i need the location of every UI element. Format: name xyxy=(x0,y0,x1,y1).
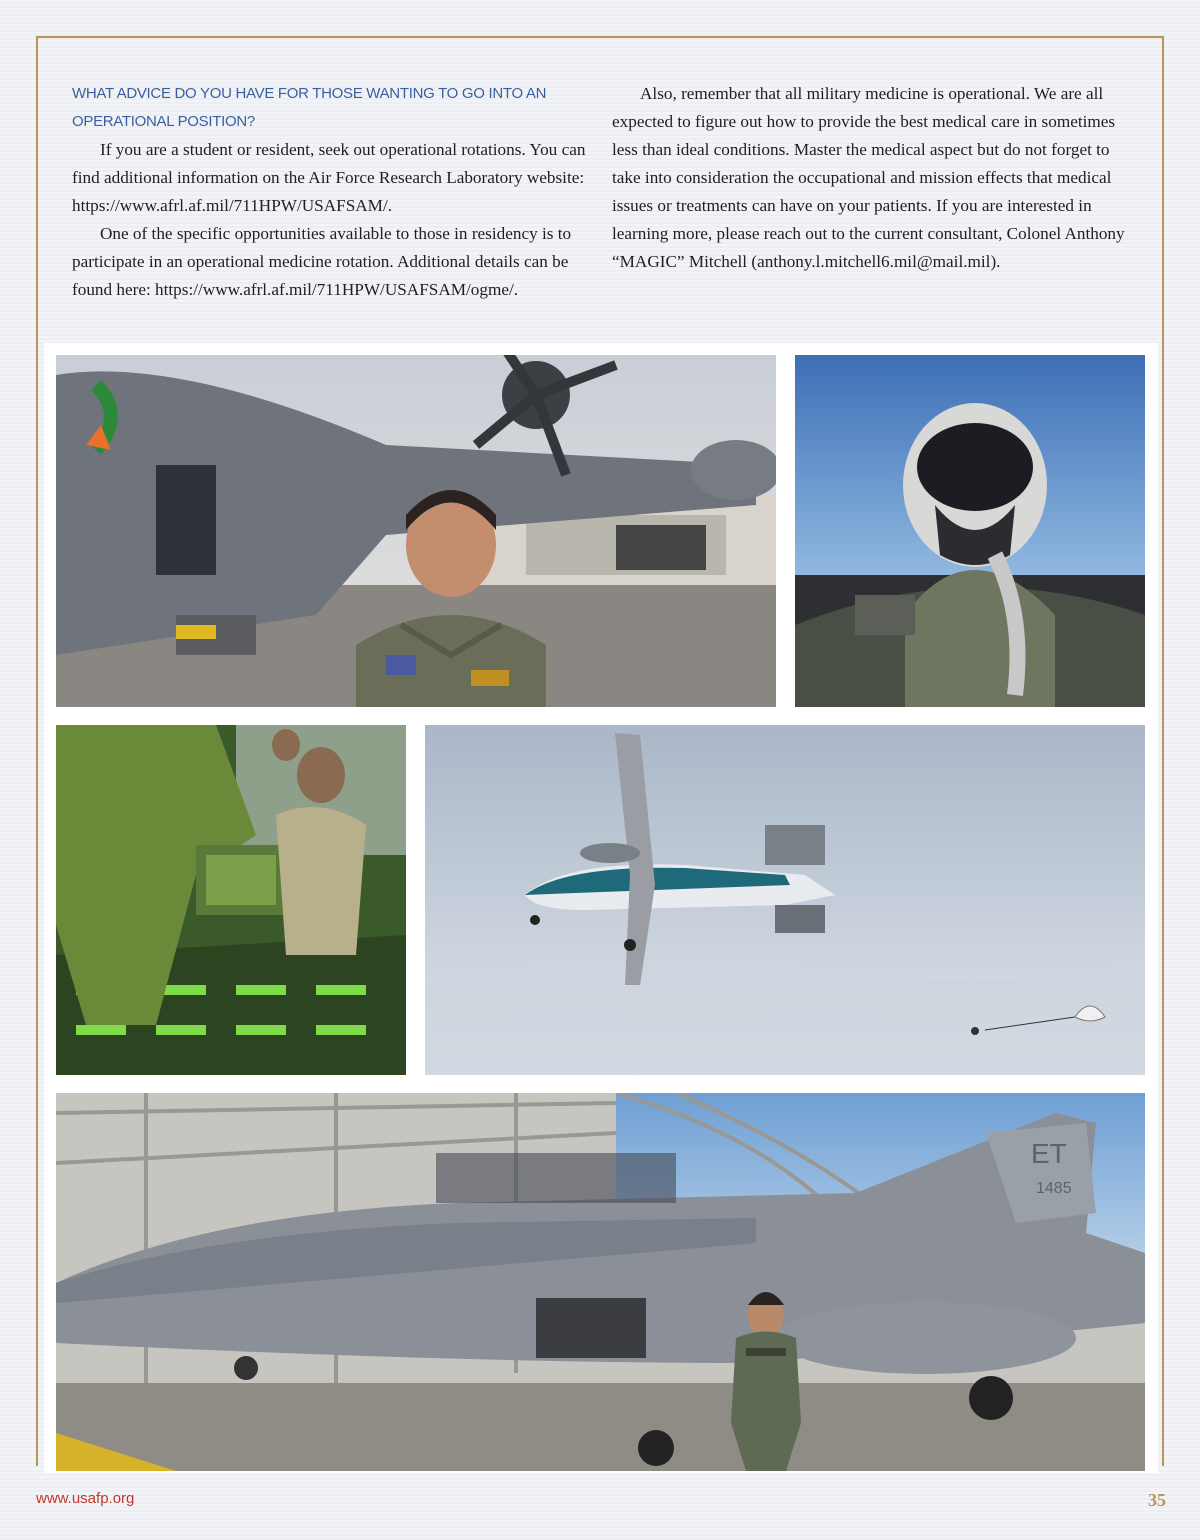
tail-number: 1485 xyxy=(1036,1180,1072,1197)
tail-marking: ET xyxy=(1031,1138,1067,1169)
right-paragraph-1: Also, remember that all military medicine is operational. We are all expected to figure out how to provide the best medical care in sometimes less than ideal conditions. Master the medical aspect but do not forget to take into consideration the occupational and mission effects that medical issues or treatments can have on your patients. If you are interested in learning more, please reach out to the current consultant, Colonel Anthony “MAGIC” Mitchell (anthony.l.mitchell6.mil@mail.mil). xyxy=(612,84,1125,271)
photo-plane-parachute xyxy=(425,725,1145,1075)
page-number: 35 xyxy=(1148,1490,1166,1510)
article-right-column xyxy=(612,80,1132,276)
footer-website-link[interactable]: www.usafp.org xyxy=(36,1490,135,1507)
photo-f16-hangar xyxy=(56,1093,1145,1471)
photo-aircraft-flight-surgeon xyxy=(56,355,776,707)
left-paragraph-1: If you are a student or resident, seek out operational rotations. You can find additional information on the Air Force Research Laboratory website: https://www.afrl.af.mil/711HPW/USAFSAM/. xyxy=(72,140,586,215)
photo-cargo-loading xyxy=(56,725,406,1075)
photo-cockpit-selfie xyxy=(795,355,1145,707)
section-heading: WHAT ADVICE DO YOU HAVE FOR THOSE WANTING TO GO INTO AN OPERATIONAL POSITION? xyxy=(72,85,547,130)
photo-collage xyxy=(44,343,1158,1473)
left-paragraph-2: One of the specific opportunities available to those in residency is to participate in an operational medicine rotation. Additional details can be found here: https://www.afrl.af.mil/711HPW/USAFSAM/ogme/. xyxy=(72,224,572,299)
article-left-column xyxy=(72,80,592,304)
